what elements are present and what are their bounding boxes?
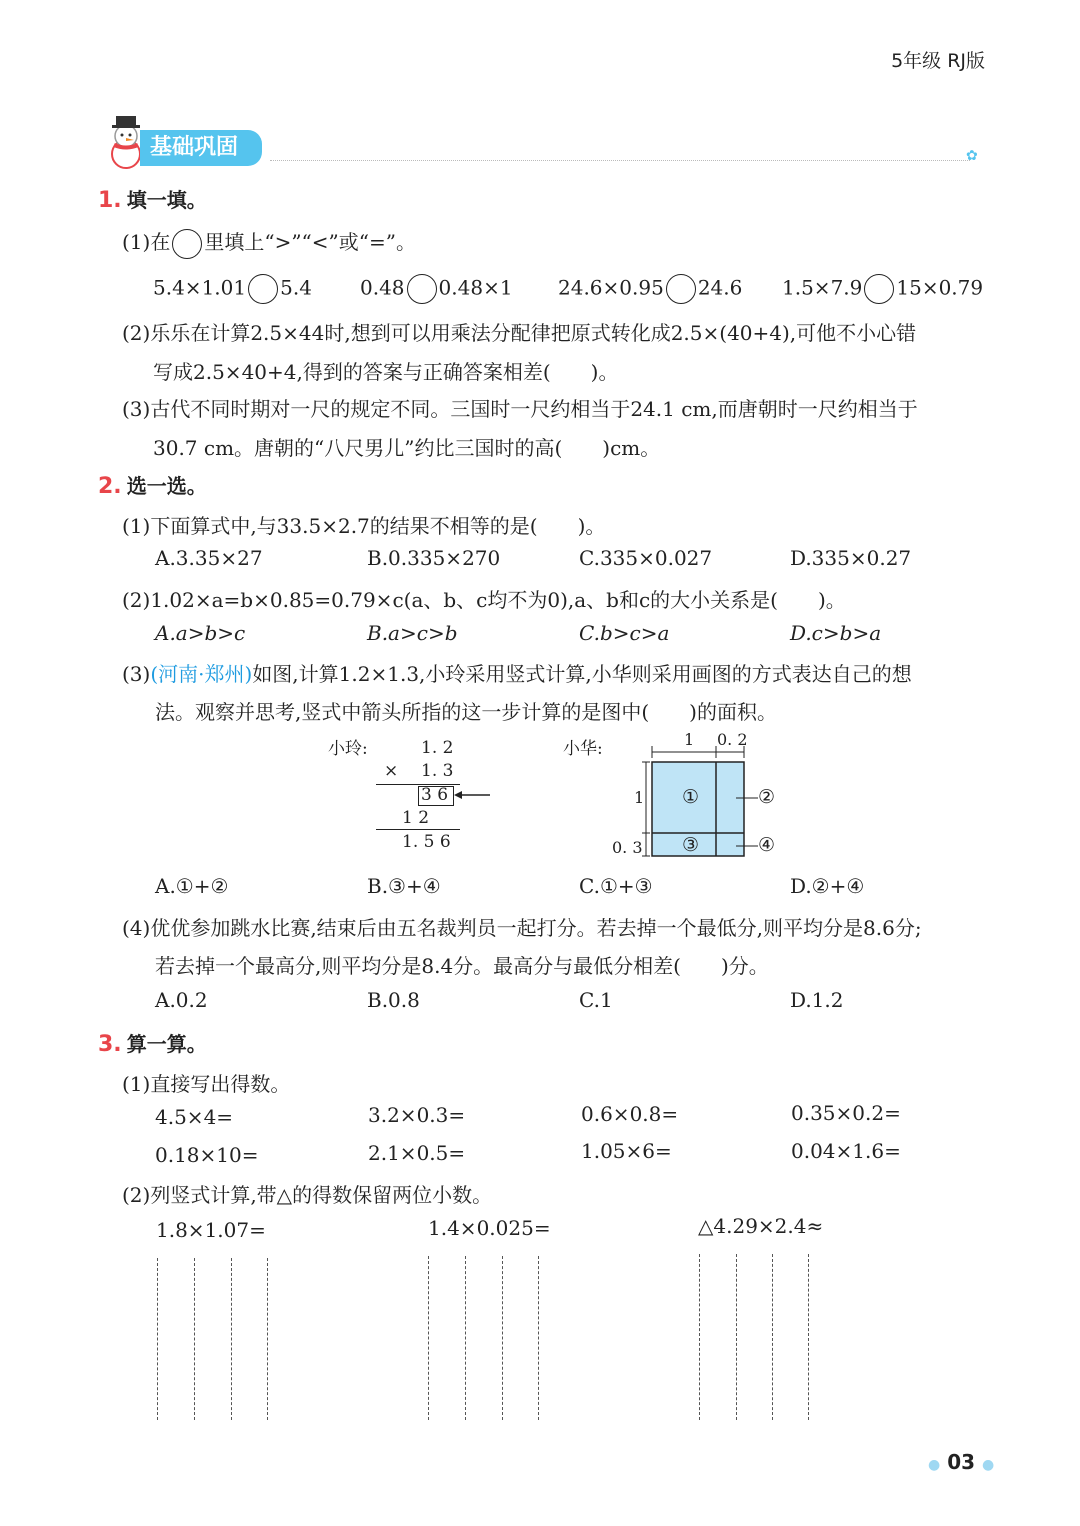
oral-calc: 0.6×0.8= [581, 1102, 679, 1126]
section-3-heading [98, 1028, 207, 1057]
oral-calc: 2.1×0.5= [368, 1141, 466, 1165]
oral-calc: 4.5×4= [155, 1105, 234, 1129]
grade-label: 5年级 RJ版 [891, 50, 985, 72]
option[interactable]: C.①+③ [579, 874, 653, 898]
answer-circle[interactable] [172, 229, 202, 259]
work-guide-line [502, 1256, 503, 1420]
rule-line [376, 829, 460, 830]
work-guide-line [231, 1258, 232, 1420]
vertical-line-1: 1. 2 [421, 738, 454, 758]
option[interactable]: B.0.8 [367, 988, 420, 1012]
oral-calc: 1.05×6= [581, 1139, 672, 1163]
compare-circle[interactable] [248, 274, 278, 304]
page-number: ● 03 ● [928, 1450, 995, 1474]
option[interactable]: A.①+② [155, 874, 229, 898]
top-label-1: 1 [684, 730, 695, 749]
s1-q3-line1: (3)古代不同时期对一尺的规定不同。三国时一尺约相当于24.1 cm,而唐朝时一尺约相当于 [122, 397, 918, 421]
arrow-left-icon [452, 788, 492, 802]
banner-divider [270, 160, 970, 161]
dot-icon: ● [928, 1457, 941, 1473]
option[interactable]: D.1.2 [790, 988, 844, 1012]
compare-circle[interactable] [666, 274, 696, 304]
s2-q4-line2: 若去掉一个最高分,则平均分是8.4分。最高分与最低分相差( )分。 [155, 954, 769, 978]
work-guide-line [465, 1256, 466, 1420]
compare-item-3: 24.6×0.95 24.6 [558, 274, 742, 304]
vertical-line-5: 1. 5 6 [402, 832, 451, 852]
xiaoling-label: 小玲: [328, 739, 368, 759]
side-label-1: 1 [634, 788, 645, 807]
s1-q2-line2: 写成2.5×40+4,得到的答案与正确答案相差( )。 [153, 360, 619, 384]
vertical-calc: 1.8×1.07= [156, 1218, 266, 1242]
s1-q2-line1: (2)乐乐在计算2.5×44时,想到可以用乘法分配律把原式转化成2.5×(40+4),可他不小心错 [122, 321, 917, 345]
work-guide-line [772, 1254, 773, 1420]
oral-calc: 0.35×0.2= [791, 1101, 901, 1125]
compare-item-4: 1.5×7.9 15×0.79 [782, 274, 983, 304]
compare-circle[interactable] [864, 274, 894, 304]
oral-calc: 0.04×1.6= [791, 1139, 901, 1163]
work-guide-line [157, 1258, 158, 1420]
option[interactable]: B.0.335×270 [367, 546, 501, 570]
option[interactable]: D.②+④ [790, 874, 865, 898]
side-label-2: 0. 3 [612, 838, 643, 857]
section-number: 1. [98, 188, 122, 213]
work-guide-line [538, 1256, 539, 1420]
xiaohua-label: 小华: [563, 739, 603, 759]
region-1-label: ① [682, 786, 700, 808]
compare-item-1: 5.4×1.01 5.4 [153, 274, 312, 304]
option[interactable]: A.a>b>c [155, 621, 246, 645]
section-title: 填一填。 [126, 188, 207, 212]
region-4-label: ④ [758, 834, 776, 856]
s1-q3-line2: 30.7 cm。唐朝的“八尺男儿”约比三国时的高( )cm。 [153, 436, 661, 460]
region-3-label: ③ [682, 834, 700, 856]
oral-calc: 3.2×0.3= [368, 1103, 466, 1127]
s1-q1: (1)在 里填上“>”“<”或“=”。 [122, 226, 416, 259]
flower-icon: ✿ [966, 148, 978, 164]
work-guide-line [267, 1258, 268, 1420]
option[interactable]: D.335×0.27 [790, 546, 912, 570]
times-sign: × [384, 761, 399, 781]
region-2-label: ② [758, 786, 776, 808]
s2-q3-line1: (3)(河南·郑州)如图,计算1.2×1.3,小玲采用竖式计算,小华则采用画图的方式表达自己的想 [122, 662, 912, 686]
s2-q3-line2: 法。观察并思考,竖式中箭头所指的这一步计算的是图中( )的面积。 [155, 700, 777, 724]
option[interactable]: A.0.2 [155, 988, 208, 1012]
vertical-line-4: 1 2 [402, 808, 430, 828]
vertical-calc: 1.4×0.025= [428, 1216, 551, 1240]
dot-icon: ● [982, 1457, 995, 1473]
option[interactable]: D.c>b>a [790, 621, 882, 645]
s3-q2: (2)列竖式计算,带△的得数保留两位小数。 [122, 1183, 493, 1207]
option[interactable]: B.a>c>b [367, 621, 458, 645]
top-label-2: 0. 2 [717, 730, 748, 749]
s2-q4-line1: (4)优优参加跳水比赛,结束后由五名裁判员一起打分。若去掉一个最低分,则平均分是8.6分; [122, 916, 922, 940]
section-2-heading [98, 470, 207, 499]
section-1-heading [98, 184, 207, 213]
work-guide-line [428, 1256, 429, 1420]
section-banner: 基础巩固 [140, 130, 262, 166]
s2-q1: (1)下面算式中,与33.5×2.7的结果不相等的是( )。 [122, 514, 606, 538]
s3-q1: (1)直接写出得数。 [122, 1072, 291, 1096]
s2-q2: (2)1.02×a=b×0.85=0.79×c(a、b、c均不为0),a、b和c的大小关系是( )。 [122, 588, 846, 612]
vertical-line-3: 3 6 [421, 785, 449, 805]
oral-calc: 0.18×10= [155, 1143, 259, 1167]
vertical-line-2: 1. 3 [421, 761, 454, 781]
option[interactable]: C.1 [579, 988, 613, 1012]
option[interactable]: C.335×0.027 [579, 546, 713, 570]
work-guide-line [194, 1258, 195, 1420]
section-number: 3. [98, 1032, 122, 1057]
section-title: 算一算。 [126, 1032, 207, 1056]
section-title: 选一选。 [126, 474, 207, 498]
vertical-calc: △4.29×2.4≈ [698, 1214, 824, 1238]
option[interactable]: C.b>c>a [579, 621, 670, 645]
region-tag: (河南·郑州) [150, 662, 253, 686]
work-guide-line [699, 1254, 700, 1420]
option[interactable]: B.③+④ [367, 874, 441, 898]
work-guide-line [736, 1254, 737, 1420]
compare-circle[interactable] [407, 274, 437, 304]
compare-item-2: 0.48 0.48×1 [360, 274, 513, 304]
work-guide-line [808, 1254, 809, 1420]
option[interactable]: A.3.35×27 [155, 546, 263, 570]
section-number: 2. [98, 474, 122, 499]
